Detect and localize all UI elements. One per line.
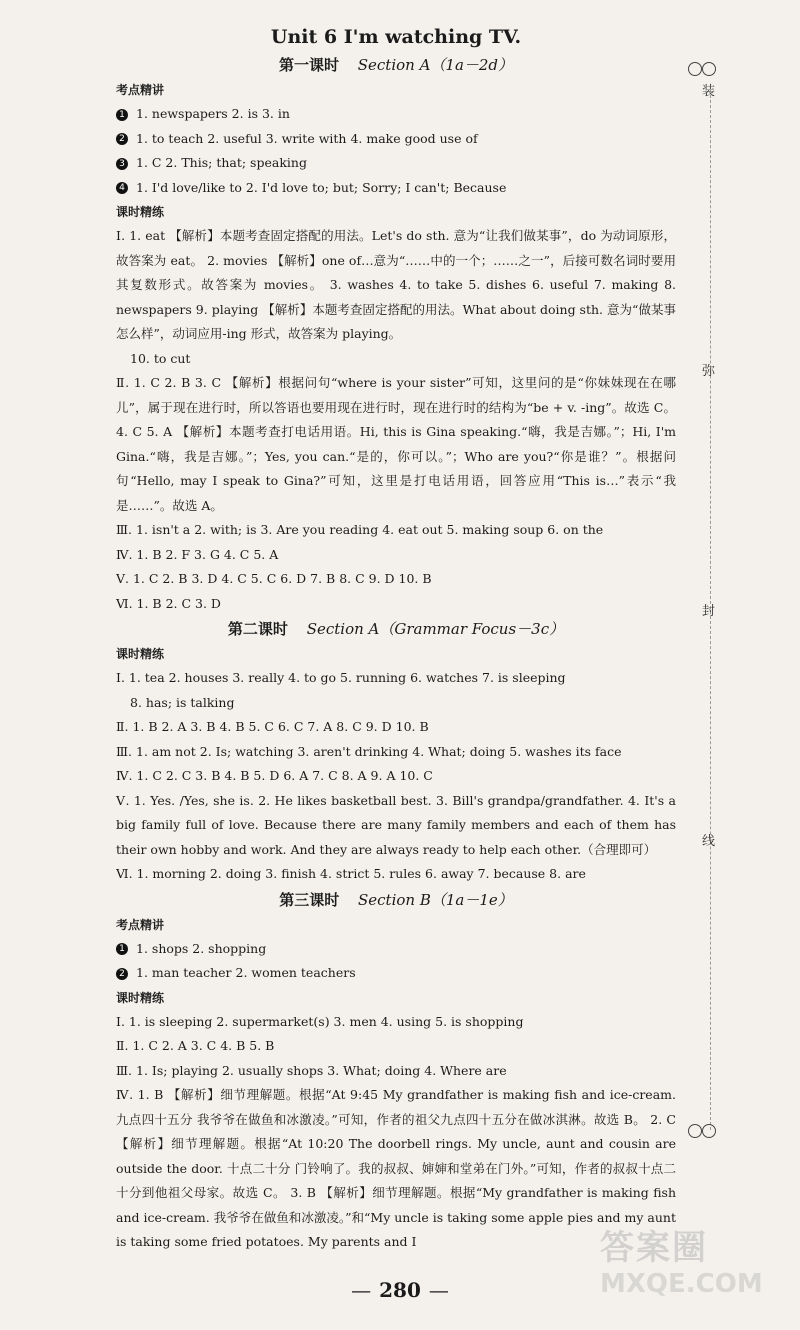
number-badge-icon: 4 <box>116 182 128 194</box>
binding-label-feng: 封 <box>702 604 716 619</box>
section-2-heading <box>116 616 676 642</box>
kaodian-item: 4 1. I'd love/like to 2. I'd love to; but; Sorry; I can't; Because <box>116 176 676 201</box>
answer-line: Ⅲ. 1. isn't a 2. with; is 3. Are you reading 4. eat out 5. making soup 6. on the <box>116 522 604 537</box>
binding-circle-icon <box>702 1124 716 1138</box>
number-badge-icon: 3 <box>116 158 128 170</box>
binding-margin <box>700 60 740 1140</box>
keshi-label: 课时精练 <box>116 647 165 661</box>
kaodian-label: 考点精讲 <box>116 917 165 932</box>
binding-label-zhuang: 装 <box>702 84 716 99</box>
answer-paragraph-2: Ⅱ. 1. C 2. B 3. C 【解析】根据问句“where is your sister”可知，这里问的是“你妹妹现在在哪儿”，属于现在进行时，所以答语也要用现在进行时，现在进行时的结构为“be + v. -ing”。故选 C。 4. C 5. A 【解析】本题考查打电话用语。Hi, this is Gina speaking.“嗨，我是吉娜。”；Hi, I'm Gina.“嗨，我是吉娜。”；Yes, you can.“是的，你可以。”；Who are you?“你是谁？”。根据问句“Hello, may I speak to Gina?”可知，这里是打电话用语，回答应用“This is…”表示“我是……”。故选 A。 <box>116 375 676 513</box>
section-2-title-cn: 第二课时 <box>227 620 288 638</box>
watermark-logo <box>600 1220 800 1330</box>
kaodian-item: 1 1. newspapers 2. is 3. in <box>116 102 676 127</box>
answer-line: Ⅳ. 1. B 2. F 3. G 4. C 5. A <box>116 546 279 562</box>
answer-line: Ⅳ. 1. C 2. C 3. B 4. B 5. D 6. A 7. C 8. A 9. A 10. C <box>116 768 433 783</box>
answer-paragraph-1: Ⅰ. 1. eat 【解析】本题考查固定搭配的用法。Let's do sth. 意为“让我们做某事”，do 为动词原形，故答案为 eat。 2. movies 【解析】one of…意为“……中的一个；……之一”，后接可数名词时要用其复数形式。故答案为 movies。 3. washes 4. to take 5. dishes 6. useful 7. making 8. newspapers 9. playing 【解析】本题考查固定搭配的用法。What about doing sth. 意为“做某事怎么样”，动词应用-ing 形式，故答案为 playing。 <box>116 228 676 341</box>
binding-circle-icon <box>688 1124 702 1138</box>
answer-line: Ⅲ. 1. Is; playing 2. usually shops 3. What; doing 4. Where are <box>116 1062 507 1078</box>
number-badge-icon: 2 <box>116 133 128 145</box>
kaodian-item: 2 1. man teacher 2. women teachers <box>116 961 676 986</box>
section-2-title-en: Section A（Grammar Focus－3c） <box>306 620 565 638</box>
section-1-heading <box>116 52 676 78</box>
watermark-logo-text: 答案圈 <box>600 1228 708 1268</box>
binding-circle-icon <box>702 62 716 76</box>
answer-line: 10. to cut <box>130 350 191 366</box>
answer-paragraph-4: Ⅳ. 1. B 【解析】细节理解题。根据“At 9:45 My grandfather is making fish and ice-cream. 九点四十五分 我爷爷在做鱼和冰激凌。”可知，作者的祖父九点四十五分在做冰淇淋。故选 B。 2. C 【解析】细节理解题。根据“At 10:20 The doorbell rings. My uncle, aunt and cousin are outside the door. 十点二十分 门铃响了。我的叔叔、婶婶和堂弟在门外。”可知，作者的叔叔十点二十分到他祖父母家。故选 C。 3. B 【解析】细节理解题。根据“My grandfather is making fish and ice-cream. 我爷爷在做鱼和冰激凌。”和“My uncle is taking some apple pies and my aunt is taking some fried potatoes. My parents and I <box>116 1087 676 1249</box>
answer-line: Ⅱ. 1. C 2. A 3. C 4. B 5. B <box>116 1038 275 1053</box>
answer-line: Ⅵ. 1. B 2. C 3. D <box>116 595 221 611</box>
answer-line: 8. has; is talking <box>130 694 235 710</box>
answer-line: Ⅵ. 1. morning 2. doing 3. finish 4. strict 5. rules 6. away 7. because 8. are <box>116 866 586 881</box>
section-1-title-cn: 第一课时 <box>278 56 339 74</box>
number-badge-icon: 1 <box>116 109 128 121</box>
keshi-label: 课时精练 <box>116 990 165 1005</box>
binding-label-xian: 线 <box>702 834 716 849</box>
number-badge-icon: 2 <box>116 968 128 980</box>
binding-label-mi: 弥 <box>702 364 716 379</box>
kaodian-item: 3 1. C 2. This; that; speaking <box>116 151 676 176</box>
keshi-label: 课时精练 <box>116 205 165 219</box>
unit-title: Unit 6 I'm watching TV. <box>270 26 522 48</box>
kaodian-item: 1 1. shops 2. shopping <box>116 937 676 962</box>
number-badge-icon: 1 <box>116 943 128 955</box>
section-3-title-en: Section B（1a－1e） <box>358 890 513 909</box>
answer-paragraph-3: Ⅴ. 1. Yes. /Yes, she is. 2. He likes basketball best. 3. Bill's grandpa/grandfather. 4. It's a big family full of love. Because there are many family members and each of them has their own hobby and work. And they are always ready to help each other.（合理即可） <box>116 792 676 857</box>
section-3-heading <box>116 887 676 913</box>
answer-content <box>116 22 676 1255</box>
binding-circle-icon <box>688 62 702 76</box>
kaodian-label: 考点精讲 <box>116 83 165 97</box>
answer-line: Ⅱ. 1. B 2. A 3. B 4. B 5. C 6. C 7. A 8. C 9. D 10. B <box>116 719 429 734</box>
page-number: — 280 — <box>351 1278 449 1302</box>
section-3-title-cn: 第三课时 <box>279 890 340 909</box>
section-1-title-en: Section A（1a－2d） <box>357 56 514 74</box>
kaodian-item: 2 1. to teach 2. useful 3. write with 4. make good use of <box>116 127 676 152</box>
watermark-url: MXQE.COM <box>600 1269 763 1299</box>
answer-line: Ⅲ. 1. am not 2. Is; watching 3. aren't drinking 4. What; doing 5. washes its face <box>116 743 622 759</box>
answer-line: Ⅴ. 1. C 2. B 3. D 4. C 5. C 6. D 7. B 8. C 9. D 10. B <box>116 571 432 586</box>
answer-line: Ⅰ. 1. tea 2. houses 3. really 4. to go 5. running 6. watches 7. is sleeping <box>116 670 566 685</box>
answer-line: Ⅰ. 1. is sleeping 2. supermarket(s) 3. men 4. using 5. is shopping <box>116 1013 524 1029</box>
